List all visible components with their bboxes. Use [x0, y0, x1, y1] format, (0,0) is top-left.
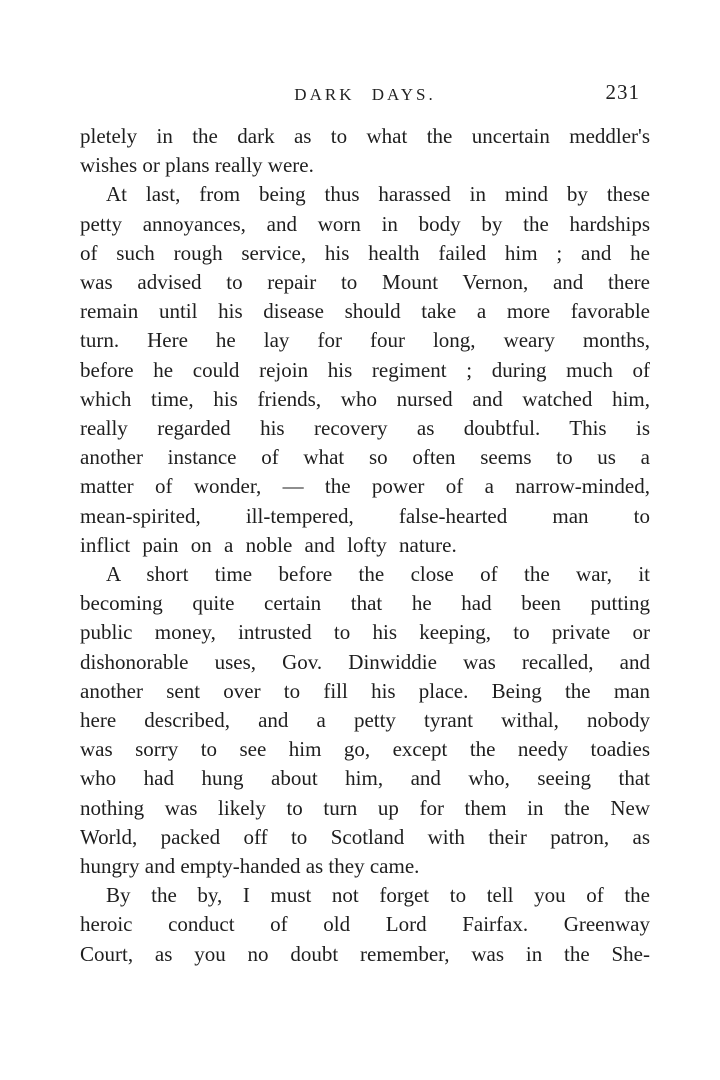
- text-line: here described, and a petty tyrant withal, nobody: [80, 708, 650, 733]
- text-line: turn. Here he lay for four long, weary months,: [80, 328, 650, 353]
- text-line: By the by, I must not forget to tell you of the: [106, 883, 650, 908]
- text-line: Court, as you no doubt remember, was in the She-: [80, 941, 650, 966]
- text-line: hungry and empty-handed as they came.: [80, 854, 420, 879]
- paragraph: [80, 881, 650, 969]
- text-line: inflict pain on a noble and lofty nature.: [80, 532, 457, 557]
- text-line: mean-spirited, ill-tempered, false-hearted man to: [80, 503, 650, 528]
- text-line: matter of wonder, — the power of a narrow-minded,: [80, 474, 650, 499]
- text-line: who had hung about him, and who, seeing that: [80, 766, 650, 791]
- paragraph: [80, 560, 650, 881]
- text-line: A short time before the close of the war, it: [106, 562, 650, 587]
- text-line: of such rough service, his health failed him ; and he: [80, 240, 650, 265]
- text-line: really regarded his recovery as doubtful. This is: [80, 416, 650, 441]
- paragraph: [80, 122, 650, 180]
- text-line: World, packed off to Scotland with their patron, as: [80, 824, 650, 849]
- text-line: heroic conduct of old Lord Fairfax. Greenway: [80, 912, 650, 937]
- text-line: which time, his friends, who nursed and watched him,: [80, 386, 650, 411]
- text-line: public money, intrusted to his keeping, to private or: [80, 620, 650, 645]
- body-text: [80, 122, 650, 969]
- text-line: wishes or plans really were.: [80, 153, 314, 178]
- page-number: 231: [605, 80, 640, 104]
- page-title: DARK DAYS.: [294, 85, 436, 104]
- text-line: At last, from being thus harassed in mind by these: [106, 182, 650, 207]
- text-line: was sorry to see him go, except the needy toadies: [80, 737, 650, 762]
- paragraph: [80, 180, 650, 560]
- text-line: pletely in the dark as to what the uncertain meddler's: [80, 124, 650, 148]
- text-line: petty annoyances, and worn in body by the hardships: [80, 211, 650, 236]
- text-line: was advised to repair to Mount Vernon, and there: [80, 270, 650, 295]
- text-line: remain until his disease should take a more favorable: [80, 299, 650, 324]
- text-line: dishonorable uses, Gov. Dinwiddie was recalled, and: [80, 649, 650, 674]
- text-line: nothing was likely to turn up for them in the New: [80, 795, 650, 820]
- text-line: before he could rejoin his regiment ; during much of: [80, 357, 650, 382]
- text-line: becoming quite certain that he had been putting: [80, 591, 650, 616]
- text-line: another instance of what so often seems to us a: [80, 445, 650, 470]
- text-line: another sent over to fill his place. Being the man: [80, 678, 650, 703]
- running-header: [80, 82, 650, 108]
